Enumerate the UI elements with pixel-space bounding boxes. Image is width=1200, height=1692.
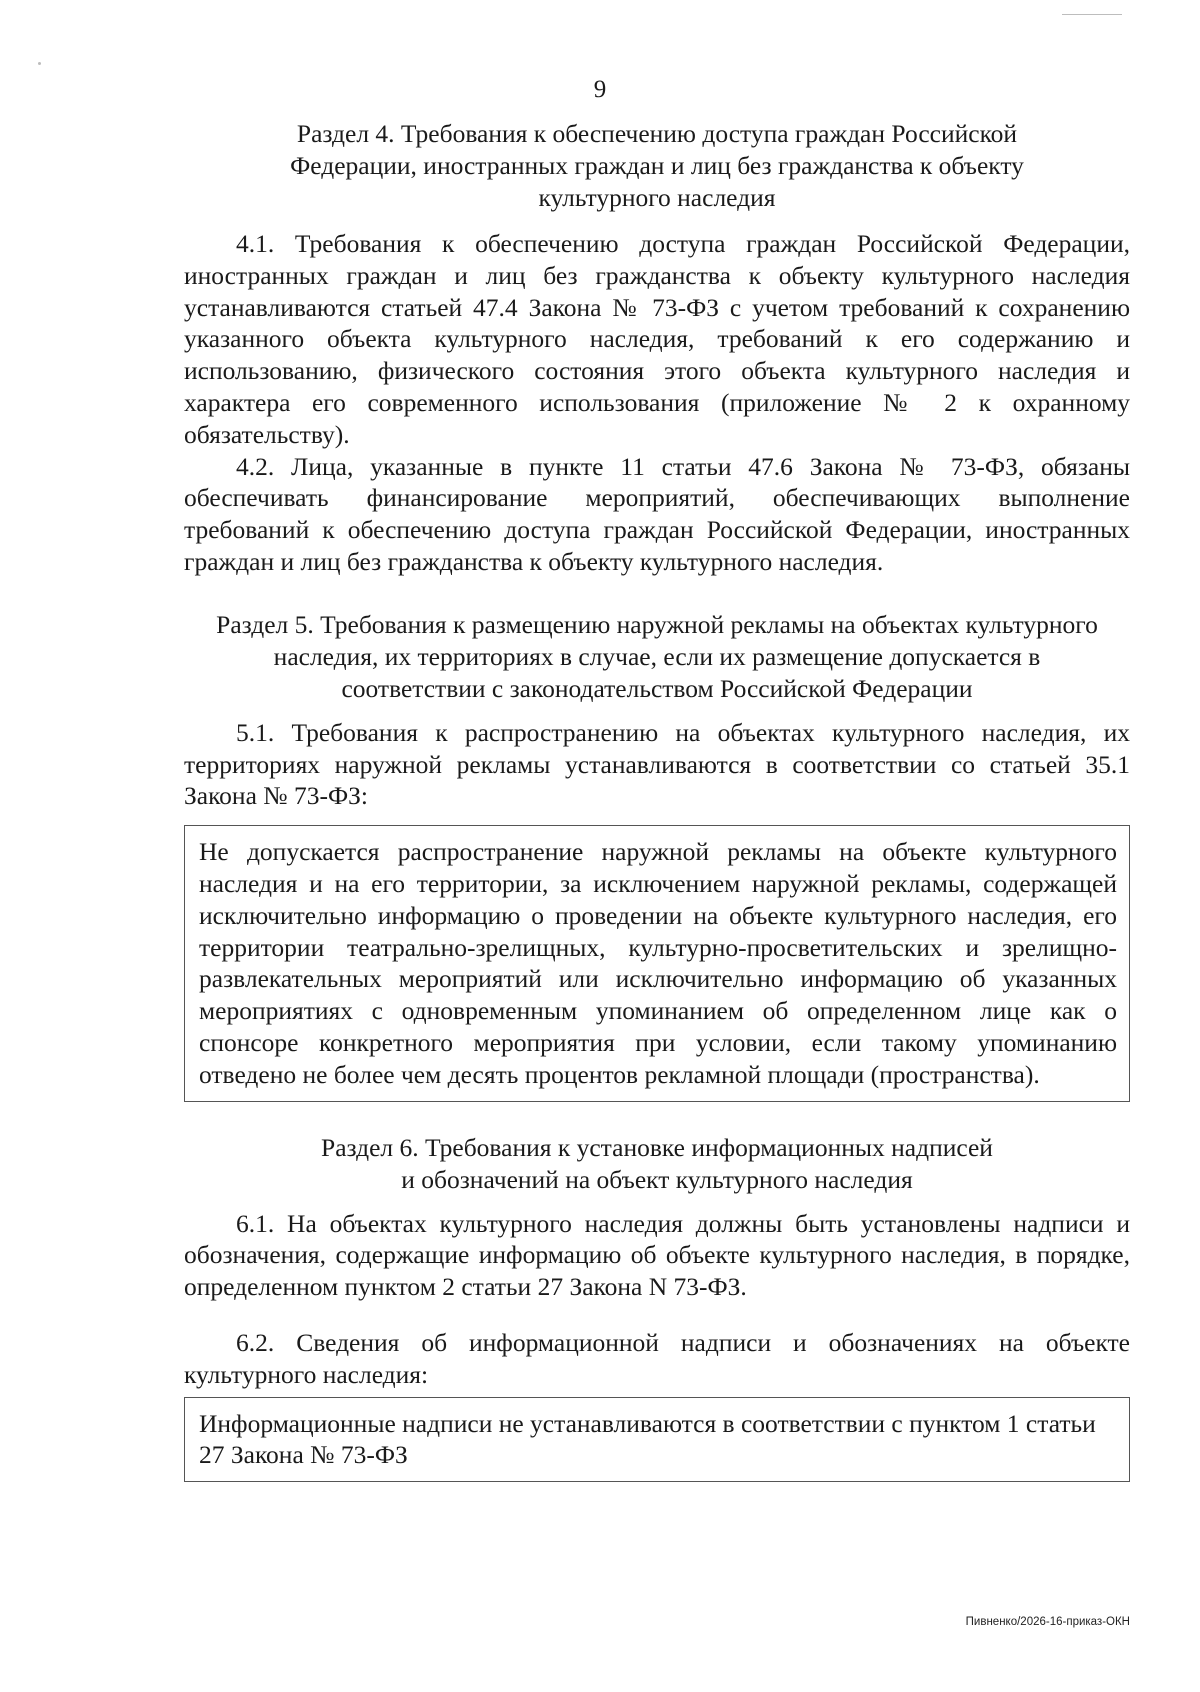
advertising-requirements-box: Не допускается распространение наружной рекламы на объекте культурного наследия и на его территории, за исключением наружной рекламы, содержащей исключительно информацию о проведении на объекте культурного наследия, его территории театрально-зрелищных, культурно-просветительских и зрелищно-развлекательных мероприятий или исключительно информацию об указанных мероприятиях с одновременным упоминанием об определенном лице как о спонсоре конкретного мероприятия при условии, если такому упоминанию отведено не более чем десять процентов рекламной площади (пространства). xyxy=(184,825,1130,1101)
paragraph-6-1: 6.1. На объектах культурного наследия должны быть установлены надписи и обозначения, содержащие информацию об объекте культурного наследия, в порядке, определенном пунктом 2 статьи 27 Закона N 73-ФЗ. xyxy=(184,1208,1130,1302)
scan-artifact-left-dot xyxy=(38,62,41,65)
section-6-heading-line-1: Раздел 6. Требования к установке информационных надписей xyxy=(321,1132,993,1162)
section-5-heading: Раздел 5. Требования к размещению наружной рекламы на объектах культурного наследия, их территориях в случае, если их размещение допускается в соответствии с законодательством Российской Федерации xyxy=(216,609,1098,703)
paragraph-4-1: 4.1. Требования к обеспечению доступа граждан Российской Федерации, иностранных граждан и лиц без гражданства к объекту культурного наследия устанавливаются статьей 47.4 Закона № 73-ФЗ с учетом требований к сохранению указанного объекта культурного наследия, требований к его содержанию и использованию, физического состояния этого объекта культурного наследия и характера его современного использования (приложение № 2 к охранному обязательству). xyxy=(184,229,1130,449)
document-body xyxy=(184,118,1130,1482)
scan-artifact-top-right xyxy=(1062,14,1122,15)
document-footer-code: Пивненко/2026-16-приказ-ОКН xyxy=(965,1616,1130,1628)
paragraph-4-2: 4.2. Лица, указанные в пункте 11 статьи 47.6 Закона № 73-ФЗ, обязаны обеспечивать финансирование мероприятий, обеспечивающих выполнение требований к обеспечению доступа граждан Российской Федерации, иностранных граждан и лиц без гражданства к объекту культурного наследия. xyxy=(184,451,1130,576)
section-4-heading: Раздел 4. Требования к обеспечению доступа граждан Российской Федерации, иностранных граждан и лиц без гражданства к объекту культурного наследия xyxy=(290,119,1024,212)
section-6-heading xyxy=(184,1132,1130,1196)
section-5 xyxy=(184,609,1130,1102)
paragraph-6-2: 6.2. Сведения об информационной надписи и обозначениях на объекте культурного наследия: xyxy=(184,1327,1130,1389)
page-number: 9 xyxy=(593,76,607,103)
section-6 xyxy=(184,1132,1130,1483)
paragraph-5-1: 5.1. Требования к распространению на объектах культурного наследия, их территориях наружной рекламы устанавливаются в соответствии со статьей 35.1 Закона № 73-ФЗ: xyxy=(184,717,1130,811)
section-6-heading-line-2: и обозначений на объект культурного наследия xyxy=(401,1164,913,1194)
section-4 xyxy=(184,118,1130,578)
information-signs-box: Информационные надписи не устанавливаются в соответствии с пунктом 1 статьи 27 Закона № 73-ФЗ xyxy=(184,1397,1130,1483)
